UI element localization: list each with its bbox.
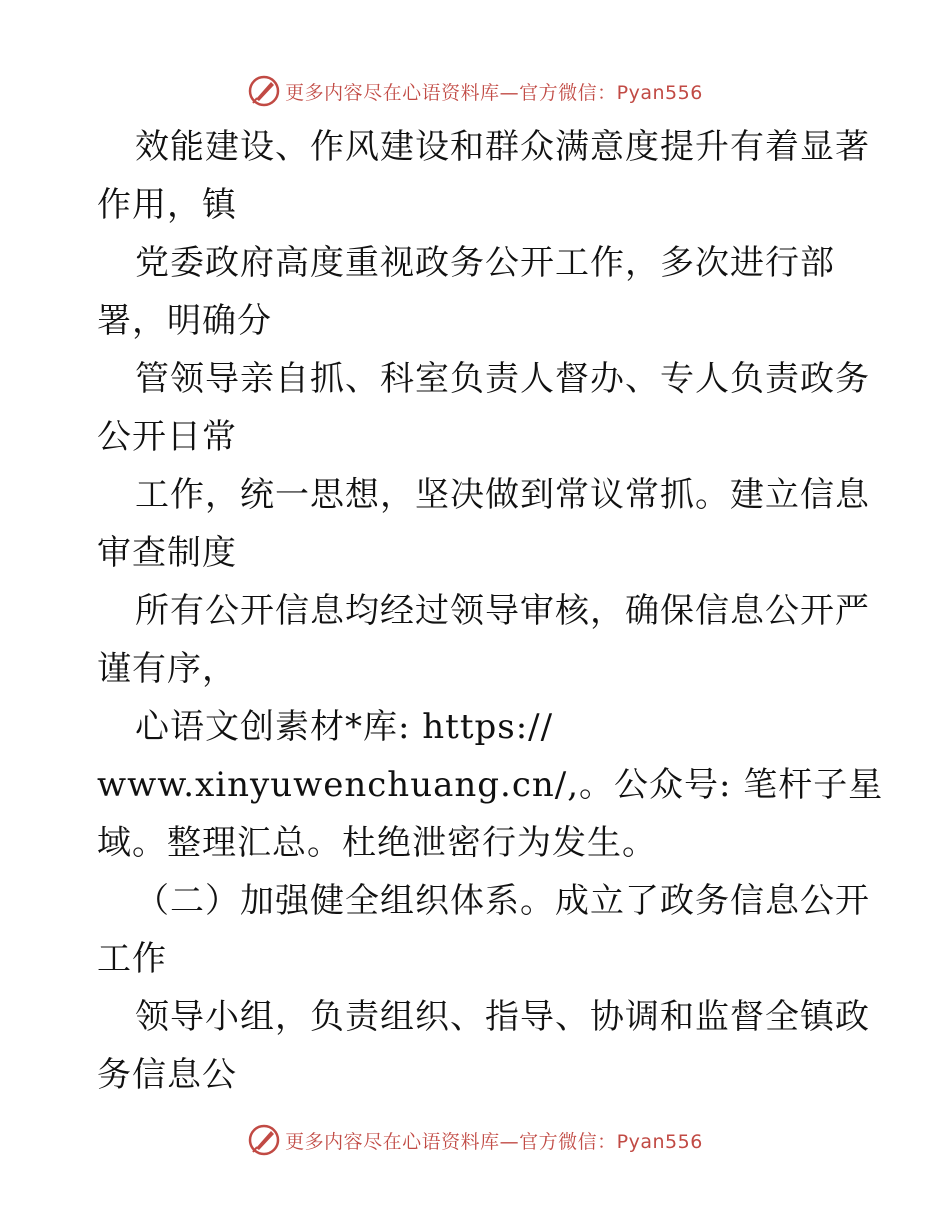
watermark-text: 更多内容尽在心语资料库—官方微信：Pyan556 xyxy=(285,81,703,104)
paragraph-line: 工作，统一思想，坚决做到常议常抓。建立信息 xyxy=(135,475,870,515)
footer-watermark-banner xyxy=(0,1120,950,1160)
watermark-text: 更多内容尽在心语资料库—官方微信：Pyan556 xyxy=(285,1130,703,1153)
paragraph-line: 心语文创素材*库: https:// xyxy=(135,707,554,747)
paragraph-line: 作用，镇 xyxy=(97,185,237,225)
document-body xyxy=(97,118,884,1104)
paragraph-line: 谨有序， xyxy=(97,649,237,689)
paragraph-line: 党委政府高度重视政务公开工作，多次进行部 xyxy=(135,243,835,283)
paragraph-line: 领导小组，负责组织、指导、协调和监督全镇政 xyxy=(135,997,870,1037)
paragraph-line: 域。整理汇总。杜绝泄密行为发生。 xyxy=(97,823,657,863)
paragraph-line: 公开日常 xyxy=(97,417,237,457)
paragraph-line: 所有公开信息均经过领导审核，确保信息公开严 xyxy=(135,591,870,631)
paragraph-line: 署，明确分 xyxy=(97,301,272,341)
paragraph-line: （二）加强健全组织体系。成立了政务信息公开 xyxy=(135,881,870,921)
paragraph-line: www.xinyuwenchuang.cn/,。公众号: 笔杆子星 xyxy=(97,765,884,805)
paragraph-line: 管领导亲自抓、科室负责人督办、专人负责政务 xyxy=(135,359,870,399)
paragraph-line: 效能建设、作风建设和群众满意度提升有着显著 xyxy=(135,127,870,167)
paragraph-line: 审查制度 xyxy=(97,533,237,573)
paragraph-line: 工作 xyxy=(97,939,167,979)
header-watermark-banner xyxy=(0,71,950,111)
quill-pen-circle-icon xyxy=(247,1123,281,1157)
quill-pen-circle-icon xyxy=(247,74,281,108)
paragraph-line: 务信息公 xyxy=(97,1055,237,1095)
